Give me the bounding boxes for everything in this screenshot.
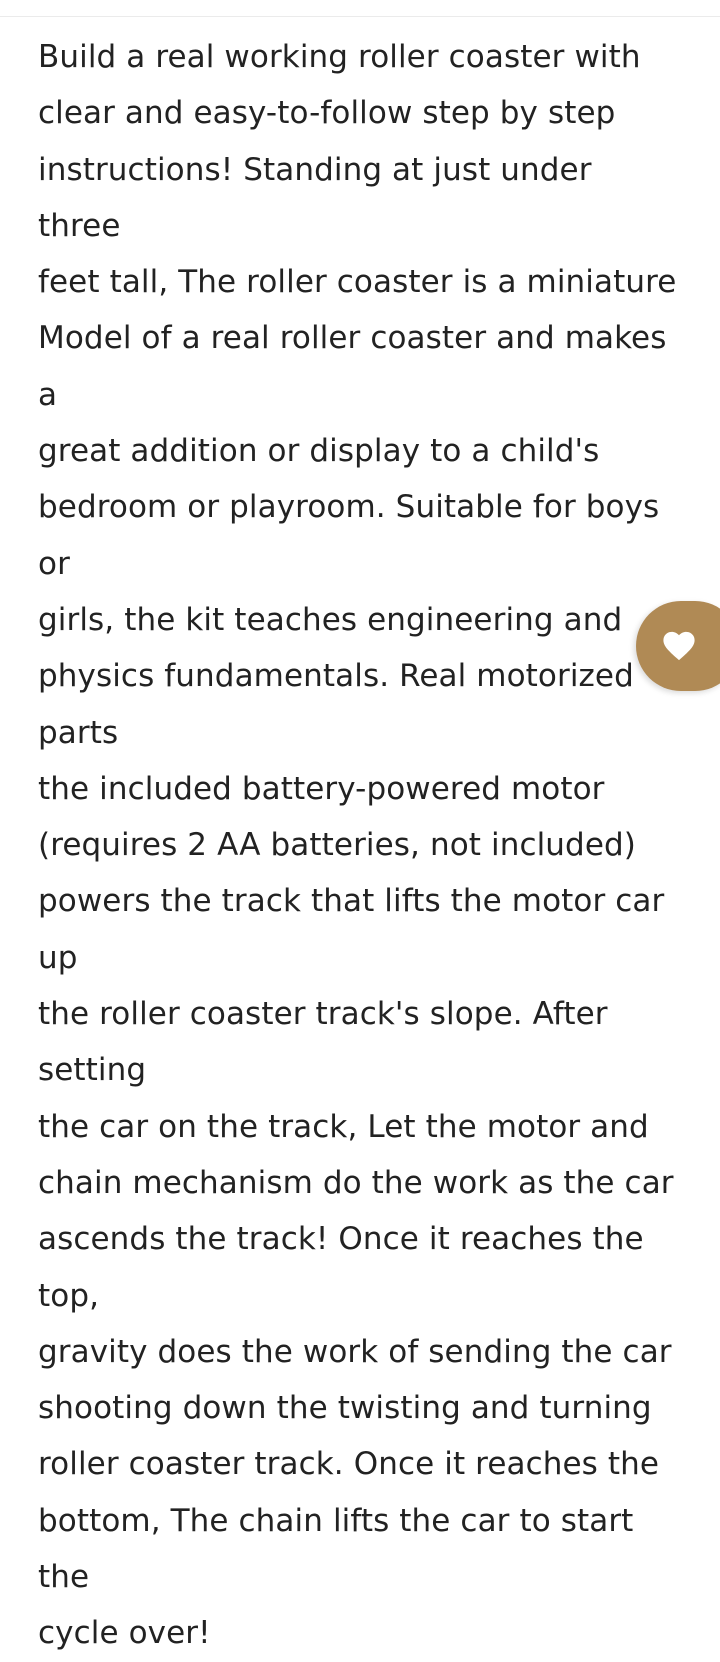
heart-icon — [662, 631, 696, 661]
wishlist-button[interactable] — [636, 601, 720, 691]
top-divider — [0, 16, 720, 17]
product-description: Build a real working roller coaster with clear and easy-to-follow step by step instructions! Standing at just under three feet tall, The roller coaster is a miniature Model of a real roller coaster and makes a great addition or display to a child's bedroom or playroom. Suitable for boys or girls, the kit teaches engineering and physics fundamentals. Real motorized parts the included battery-powered motor (requires 2 AA batteries, not included) powers the track that lifts the motor car up the roller coaster track's slope. After setting the car on the track, Let the motor and chain mechanism do the work as the car ascends the track! Once it reaches the top, gravity does the work of sending the car shooting down the twisting and turning roller coaster track. Once it reaches the bottom, The chain lifts the car to start the cycle over! — [38, 39, 677, 1652]
